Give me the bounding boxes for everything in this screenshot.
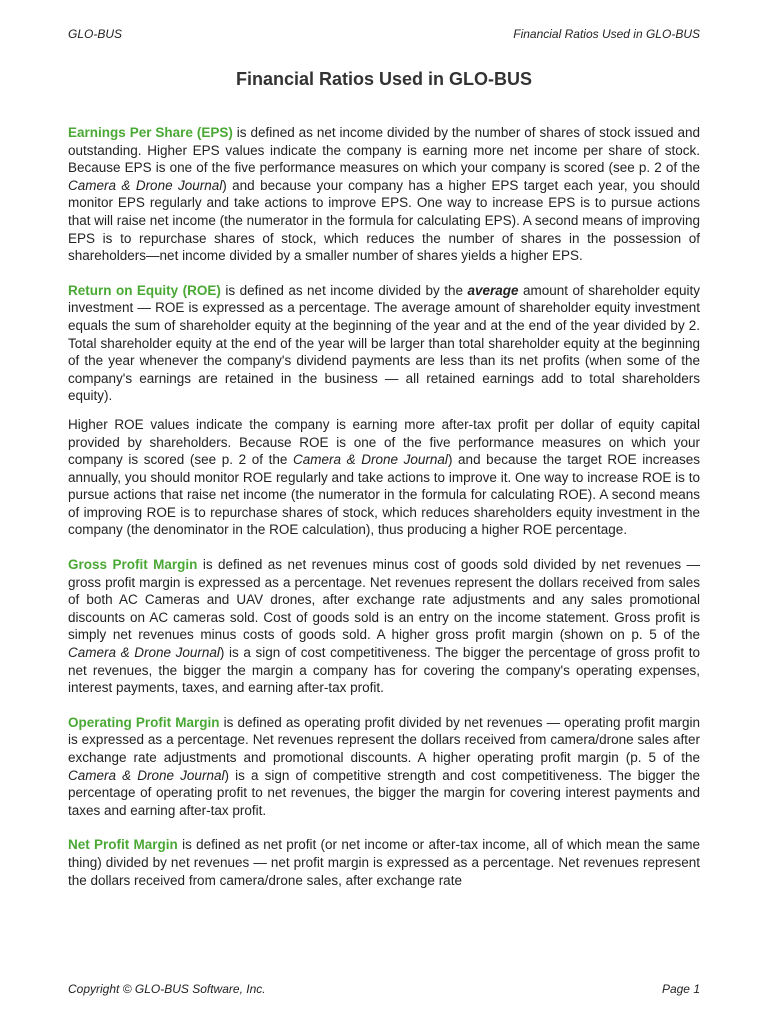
running-header xyxy=(68,27,700,41)
page-title: Financial Ratios Used in GLO-BUS xyxy=(235,69,533,89)
eps-text-1: is defined as net income divided by the number of shares of stock issued and outstanding. Higher EPS values indicate the company is earning more net income per share of stock. Because EPS is one of the five performance measures on which your company is scored (see p. 2 of the xyxy=(68,125,700,176)
roe-p2-text-1: Higher ROE values indicate the company is earning more after-tax profit per dollar of equity capital provided by shareholders. Because ROE is one of the five performance measures on which your company is scored (see p. 2 of the xyxy=(68,416,700,468)
header-right: Financial Ratios Used in GLO-BUS xyxy=(513,27,700,41)
emphasis-average: average xyxy=(467,282,519,298)
copyright-notice: Copyright © GLO-BUS Software, Inc. xyxy=(68,982,266,996)
paragraph-eps xyxy=(68,124,700,265)
roe-p2-text-2: ) and because the target ROE increases annually, you should monitor ROE regularly and take actions to improve it. One way to increase ROE is to pursue actions that raise net income (the numerator in the formula for calculating ROE). A second means of improving ROE is to repurchase shares of stock, which reduces shareholders equity investment in the company (the denominator in the ROE calculation), thus producing a higher ROE percentage. xyxy=(68,452,700,538)
paragraph-operating-profit-margin xyxy=(68,714,700,820)
journal-reference: Camera & Drone Journal xyxy=(68,645,220,661)
journal-reference: Camera & Drone Journal xyxy=(68,177,223,193)
gpm-text-2: ) is a sign of cost competitiveness. The bigger the percentage of gross profit to net revenues, the bigger the margin a company has for covering the company's operating expenses, interest payments, taxes, and earning after-tax profit. xyxy=(68,645,701,696)
term-net-profit-margin: Net Profit Margin xyxy=(68,837,178,853)
page-number: Page 1 xyxy=(661,982,700,996)
running-footer xyxy=(68,982,700,996)
document-body xyxy=(68,124,700,900)
paragraph-roe xyxy=(68,282,700,405)
gpm-text-1: is defined as net revenues minus cost of goods sold divided by net revenues — gross profit margin is expressed as a percentage. Net revenues represent the dollars received from sales of both AC Cameras and UAV drones, after exchange rate adjustments and any sales promotional discounts on AC cameras sold. Cost of goods sold is an entry on the income statement. Gross profit is simply net revenues minus costs of goods sold. A higher gross profit margin (shown on p. 5 of the xyxy=(68,557,701,643)
header-left: GLO-BUS xyxy=(68,27,123,41)
opm-text-1: is defined as operating profit divided by net revenues — operating profit margin is expressed as a percentage. Net revenues represent the dollars received from camera/drone sales after exchange rate adjustments and promotional discounts. A higher operating profit margin (p. 5 of the xyxy=(68,714,700,765)
term-operating-profit-margin: Operating Profit Margin xyxy=(68,714,220,730)
npm-text-1: is defined as net profit (or net income or after-tax income, all of which mean the same thing) divided by net revenues — net profit margin is expressed as a percentage. Net revenues represent the dollars received from camera/drone sales, after exchange rate xyxy=(68,837,700,888)
opm-text-2: ) is a sign of competitive strength and cost competitiveness. The bigger the percentage of operating profit to net revenues, the bigger the margin for covering interest payments and taxes and earning after-tax profit. xyxy=(68,767,701,818)
journal-reference: Camera & Drone Journal xyxy=(293,452,448,468)
term-roe: Return on Equity (ROE) xyxy=(68,282,221,298)
paragraph-roe-2 xyxy=(68,416,700,539)
term-gross-profit-margin: Gross Profit Margin xyxy=(68,557,198,573)
paragraph-net-profit-margin xyxy=(68,836,700,889)
journal-reference: Camera & Drone Journal xyxy=(68,767,225,783)
roe-text-1: is defined as net income divided by the xyxy=(220,282,468,298)
eps-text-2: ) and because your company has a higher EPS target each year, you should monitor EPS regularly and take actions to improve EPS. One way to increase EPS is to pursue actions that will raise net income (the numerator in the formula for calculating EPS). A second means of improving EPS is to repurchase shares of stock, which reduces the number of shares in the possession of shareholders—net income divided by a smaller number of shares yields a higher EPS. xyxy=(68,177,700,264)
roe-text-2: amount of shareholder equity investment — ROE is expressed as a percentage. The average amount of shareholder equity investment equals the sum of shareholder equity at the beginning of the year and at the end of the year divided by 2. Total shareholder equity at the end of the year will be larger than total shareholder equity at the beginning of the year whenever the company's dividend payments are less than its net profits (when some of the company's earnings are retained in the business — all retained earnings add to total shareholders equity). xyxy=(68,282,700,404)
paragraph-gross-profit-margin xyxy=(68,556,700,697)
term-eps: Earnings Per Share (EPS) xyxy=(68,125,233,140)
